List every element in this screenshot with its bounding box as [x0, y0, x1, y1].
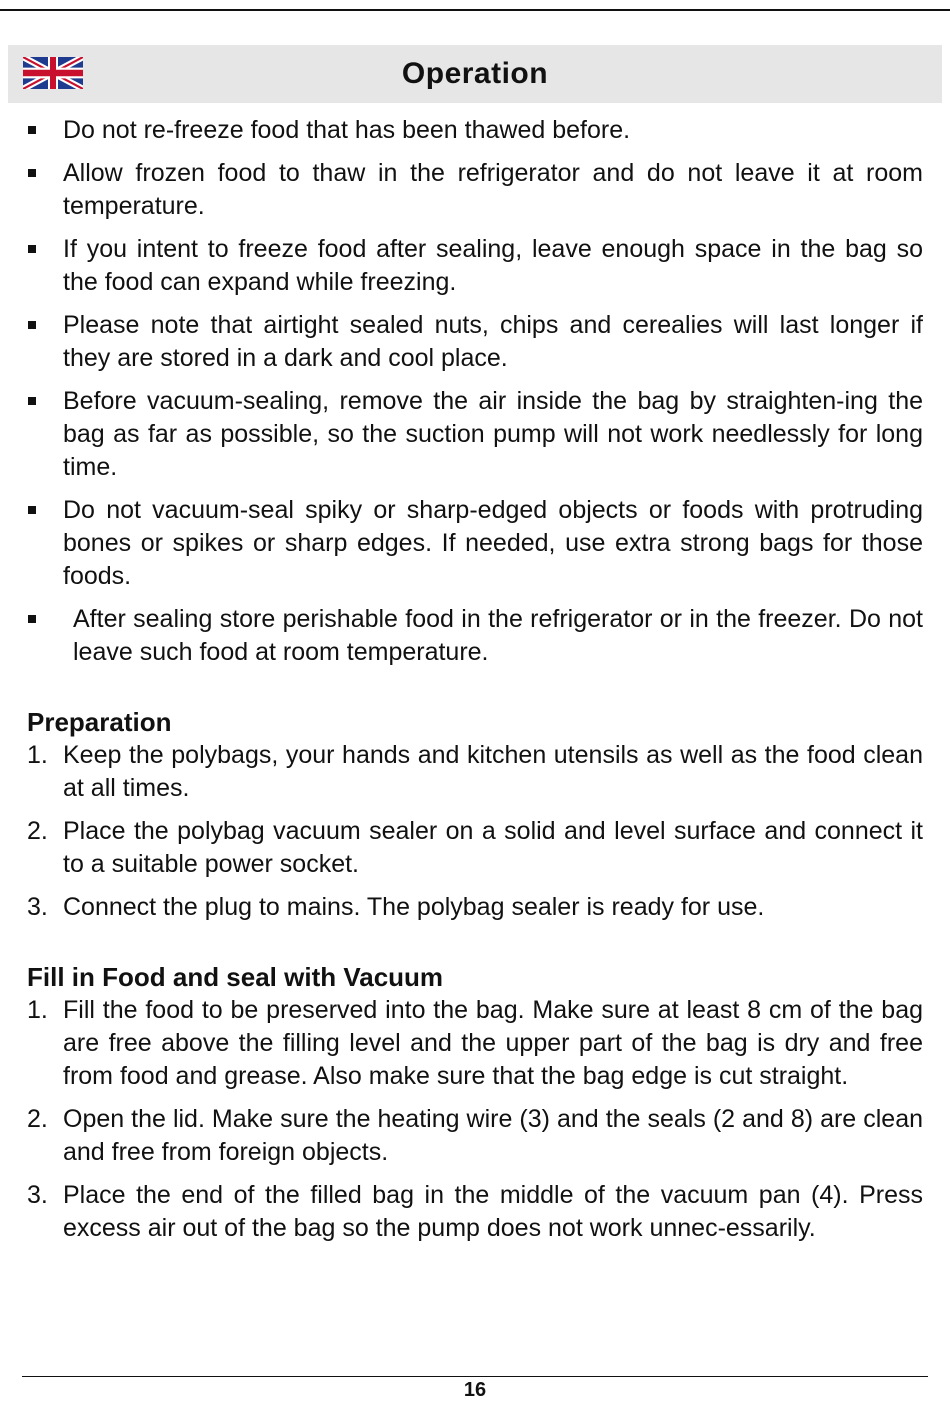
bullet-text: After sealing store perishable food in the refrigerator or in the freezer. Do not leave such food at room temperature. [73, 605, 923, 666]
bullet-item [27, 157, 923, 223]
step-item [27, 739, 923, 805]
step-number: 1. [27, 996, 48, 1024]
step-item [27, 994, 923, 1093]
bullet-item [27, 233, 923, 299]
bullet-item [27, 309, 923, 375]
step-text: Place the polybag vacuum sealer on a solid and level surface and connect it to a suitable power socket. [63, 817, 923, 878]
step-number: 3. [27, 893, 48, 921]
bullet-item [27, 603, 923, 669]
bullet-text: Please note that airtight sealed nuts, chips and cerealies will last longer if they are stored in a dark and cool place. [63, 311, 923, 372]
bullet-square-icon [28, 397, 36, 405]
step-text: Connect the plug to mains. The polybag sealer is ready for use. [63, 893, 765, 921]
step-item [27, 1179, 923, 1245]
document-body [27, 114, 923, 1255]
preparation-heading: Preparation [27, 707, 172, 737]
preparation-steps [27, 739, 923, 924]
step-text: Open the lid. Make sure the heating wire (3) and the seals (2 and 8) are clean and free from foreign objects. [63, 1105, 923, 1166]
top-rule [0, 9, 950, 11]
step-text: Place the end of the filled bag in the middle of the vacuum pan (4). Press excess air out of the bag so the pump does not work unnec-essarily. [63, 1181, 923, 1242]
bullet-text: If you intent to freeze food after sealing, leave enough space in the bag so the food can expand while freezing. [63, 235, 923, 296]
bullet-item [27, 494, 923, 593]
bullet-square-icon [28, 506, 36, 514]
step-text: Keep the polybags, your hands and kitchen utensils as well as the food clean at all times. [63, 741, 923, 802]
footer-rule [22, 1376, 928, 1377]
step-text: Fill the food to be preserved into the bag. Make sure at least 8 cm of the bag are free above the filling level and the upper part of the bag is dry and free from food and grease. Also make sure that the bag edge is cut straight. [63, 996, 923, 1090]
step-item [27, 1103, 923, 1169]
bullet-text: Do not vacuum-seal spiky or sharp-edged objects or foods with protruding bones or spikes or sharp edges. If needed, use extra strong bags for those foods. [63, 496, 923, 590]
page-number: 16 [463, 1379, 487, 1401]
step-number: 2. [27, 817, 48, 845]
bullet-square-icon [28, 126, 36, 134]
uk-flag-icon [23, 57, 83, 89]
step-item [27, 815, 923, 881]
bullet-item [27, 114, 923, 147]
bullet-square-icon [28, 245, 36, 253]
bullet-text: Before vacuum-sealing, remove the air inside the bag by straighten-ing the bag as far as possible, so the suction pump will not work needlessly for long time. [63, 387, 923, 481]
step-number: 2. [27, 1105, 48, 1133]
bullet-text: Do not re-freeze food that has been thawed before. [63, 116, 631, 144]
bullet-square-icon [28, 169, 36, 177]
operation-bullet-list [27, 114, 923, 669]
bullet-item [27, 385, 923, 484]
bullet-text: Allow frozen food to thaw in the refrigerator and do not leave it at room temperature. [63, 159, 923, 220]
step-number: 3. [27, 1181, 48, 1209]
step-item [27, 891, 923, 924]
bullet-square-icon [28, 321, 36, 329]
fill-heading: Fill in Food and seal with Vacuum [27, 962, 444, 992]
step-number: 1. [27, 741, 48, 769]
page-title: Operation [401, 57, 549, 90]
bullet-square-icon [28, 615, 36, 623]
section-header [8, 45, 942, 103]
fill-steps [27, 994, 923, 1245]
